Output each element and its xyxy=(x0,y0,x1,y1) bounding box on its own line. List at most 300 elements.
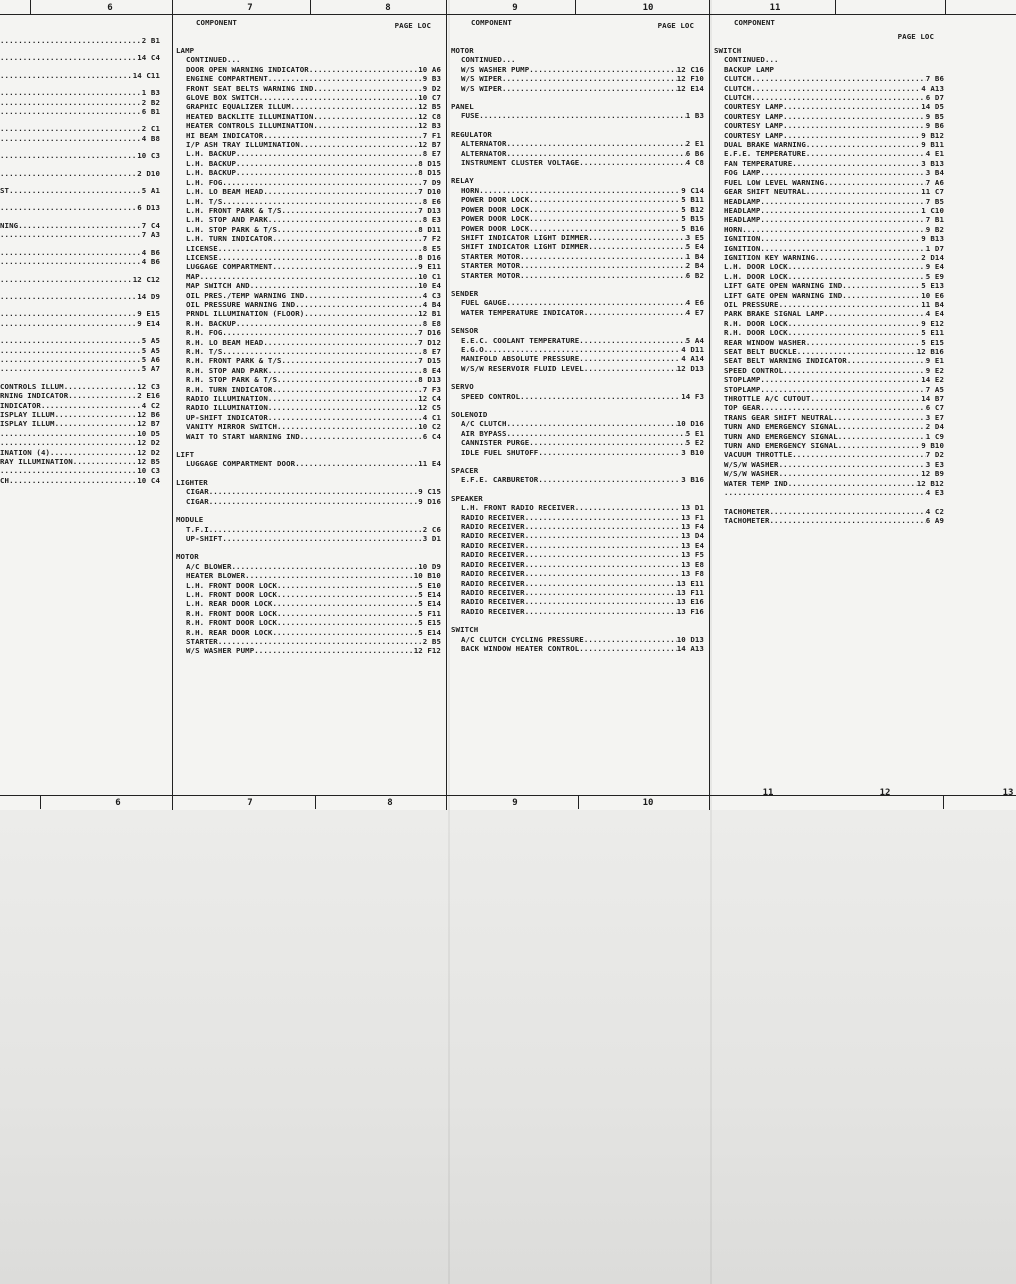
index-row xyxy=(451,111,704,120)
page-location: 5 B12 xyxy=(681,204,704,214)
page-location: 7 B6 xyxy=(925,74,944,84)
component-name: L.H. DOOR LOCK xyxy=(724,271,788,281)
page-location: 3 B16 xyxy=(681,475,704,485)
leader-dots xyxy=(760,234,921,243)
index-row xyxy=(176,140,441,149)
index-row xyxy=(451,541,704,550)
column-rule xyxy=(172,0,173,810)
index-row xyxy=(0,186,160,195)
index-row xyxy=(714,140,944,149)
grid-number: 10 xyxy=(642,3,654,13)
page-location: 13 F5 xyxy=(681,550,704,560)
page-location: 9 B2 xyxy=(925,224,944,234)
index-row xyxy=(176,291,441,300)
leader-dots xyxy=(538,448,681,457)
index-row xyxy=(714,394,944,403)
page-location: 12 B9 xyxy=(921,469,944,479)
leader-dots xyxy=(529,224,681,233)
index-row xyxy=(0,257,160,266)
component-name: UP-SHIFT INDICATOR xyxy=(186,412,268,422)
component-name: L.H. FRONT PARK & T/S xyxy=(186,205,282,215)
grid-tick xyxy=(40,795,41,809)
index-row xyxy=(714,159,944,168)
page-location: 2 E1 xyxy=(685,139,704,149)
index-row xyxy=(176,590,441,599)
component-name: W/S WASHER PUMP xyxy=(186,646,255,656)
index-row xyxy=(176,618,441,627)
component-name: IDLE FUEL SHUTOFF xyxy=(461,447,539,457)
leader-dots xyxy=(277,618,418,627)
page-location: 12 D2 xyxy=(137,447,160,457)
index-row xyxy=(714,441,944,450)
index-row xyxy=(714,102,944,111)
page-location: 9 D16 xyxy=(418,496,441,506)
index-row xyxy=(451,419,704,428)
page-location: 5 E14 xyxy=(418,589,441,599)
leader-dots xyxy=(525,513,682,522)
component-name: W/S WIPER xyxy=(461,83,502,93)
page-location: 4 B6 xyxy=(141,247,160,257)
component-name: R.H. STOP PARK & T/S xyxy=(186,375,277,385)
leader-dots xyxy=(792,450,926,459)
leader-dots xyxy=(788,262,926,271)
index-row xyxy=(714,516,944,525)
page-location: 13 E11 xyxy=(676,578,704,588)
index-row xyxy=(714,319,944,328)
group-title: SWITCH xyxy=(451,625,479,635)
leader-dots xyxy=(579,354,681,363)
leader-dots xyxy=(222,328,418,337)
page-location: 9 E11 xyxy=(418,262,441,272)
leader-dots xyxy=(760,168,925,177)
component-name: HEATED BACKLITE ILLUMINATION xyxy=(186,111,314,121)
page-location: 5 E14 xyxy=(418,599,441,609)
index-row xyxy=(176,159,441,168)
page-location: 5 E1 xyxy=(685,428,704,438)
component-name: BACK WINDOW HEATER CONTROL xyxy=(461,643,580,653)
column-header xyxy=(714,18,944,46)
page-location: 4 A14 xyxy=(681,354,704,364)
component-group xyxy=(451,326,704,373)
leader-dots xyxy=(525,531,682,540)
index-row xyxy=(176,394,441,403)
spacer xyxy=(0,116,160,124)
index-row xyxy=(714,178,944,187)
index-row xyxy=(714,281,944,290)
leader-dots xyxy=(783,131,921,140)
index-row xyxy=(714,403,944,412)
grid-number: 11 xyxy=(762,788,774,798)
grid-number: 8 xyxy=(385,3,391,13)
index-row xyxy=(0,275,160,284)
index-row xyxy=(0,319,160,328)
leader-dots xyxy=(0,257,142,266)
index-row xyxy=(176,272,441,281)
leader-dots xyxy=(0,71,133,80)
component-name: MANIFOLD ABSOLUTE PRESSURE xyxy=(461,354,580,364)
index-row xyxy=(714,197,944,206)
leader-dots xyxy=(18,221,142,230)
leader-dots xyxy=(277,225,418,234)
leader-dots xyxy=(9,186,142,195)
index-row xyxy=(0,203,160,212)
leader-dots xyxy=(0,134,142,143)
spacer xyxy=(0,328,160,336)
index-row xyxy=(451,364,704,373)
page-location: 7 D16 xyxy=(418,328,441,338)
index-row xyxy=(451,550,704,559)
component-name: RADIO RECEIVER xyxy=(461,606,525,616)
leader-dots xyxy=(222,197,422,206)
component-group xyxy=(451,176,704,279)
page-location: 6 D7 xyxy=(925,93,944,103)
leader-dots xyxy=(788,272,926,281)
component-name: COURTESY LAMP xyxy=(724,130,784,140)
leader-dots xyxy=(0,169,137,178)
component-name: L.H. REAR DOOR LOCK xyxy=(186,599,273,609)
leader-dots xyxy=(525,560,682,569)
component-group xyxy=(176,478,441,506)
leader-dots xyxy=(218,253,418,262)
page-location: 6 A9 xyxy=(925,515,944,525)
index-row xyxy=(451,588,704,597)
header-page-loc: PAGE LOC xyxy=(657,21,694,30)
component-group xyxy=(451,289,704,317)
page-location: 9 B5 xyxy=(925,111,944,121)
index-row xyxy=(176,244,441,253)
component-name: L.H. DOOR LOCK xyxy=(724,262,788,272)
leader-dots xyxy=(584,308,686,317)
component-name: CLUTCH xyxy=(724,74,752,84)
leader-dots xyxy=(300,140,419,149)
index-row xyxy=(0,230,160,239)
component-name: TURN AND EMERGENCY SIGNAL xyxy=(724,441,838,451)
page-location: 5 E2 xyxy=(685,438,704,448)
index-row xyxy=(451,513,704,522)
component-name: L.H. BACKUP xyxy=(186,168,237,178)
page-location: 4 E7 xyxy=(685,307,704,317)
leader-dots xyxy=(282,206,419,215)
leader-dots xyxy=(0,336,142,345)
index-row xyxy=(176,599,441,608)
page-location: 14 D5 xyxy=(921,102,944,112)
component-name: R.H. STOP AND PARK xyxy=(186,365,268,375)
component-name: SHIFT INDICATOR LIGHT DIMMER xyxy=(461,232,589,242)
component-name: HEADLAMP xyxy=(724,196,761,206)
page-location: 3 E3 xyxy=(925,459,944,469)
page-location: 11 E4 xyxy=(418,459,441,469)
leader-dots xyxy=(525,607,677,616)
leader-dots xyxy=(64,382,138,391)
component-name: RADIO RECEIVER xyxy=(461,587,525,597)
page-location: 9 E2 xyxy=(925,365,944,375)
leader-dots xyxy=(507,419,677,428)
index-row xyxy=(451,242,704,251)
page-location: 3 B4 xyxy=(925,168,944,178)
leader-dots xyxy=(760,197,925,206)
index-row xyxy=(176,497,441,506)
group-title: SENSOR xyxy=(451,326,479,336)
index-row xyxy=(0,53,160,62)
index-row xyxy=(714,93,944,102)
component-name: POWER DOOR LOCK xyxy=(461,223,530,233)
leader-dots xyxy=(479,111,686,120)
component-name: FAN TEMPERATURE xyxy=(724,158,793,168)
component-name: HORN xyxy=(461,185,480,195)
component-name: STOPLAMP xyxy=(724,384,761,394)
component-name: VANITY MIRROR SWITCH xyxy=(186,422,277,432)
leader-dots xyxy=(0,203,137,212)
grid-number: 11 xyxy=(769,3,781,13)
index-row xyxy=(176,459,441,468)
index-row xyxy=(714,131,944,140)
leader-dots xyxy=(277,375,418,384)
leader-dots xyxy=(277,581,418,590)
component-name: POWER DOOR LOCK xyxy=(461,204,530,214)
component-name: INSTRUMENT CLUSTER VOLTAGE xyxy=(461,158,580,168)
index-row xyxy=(0,429,160,438)
page-location: 3 D1 xyxy=(422,533,441,543)
page-location: 3 E5 xyxy=(685,232,704,242)
component-name: SEAT BELT WARNING INDICATOR xyxy=(724,356,847,366)
leader-dots xyxy=(0,53,137,62)
component-name: R.H. T/S xyxy=(186,347,223,356)
page-location: 2 B5 xyxy=(422,636,441,646)
component-name: W/S/W WASHER xyxy=(724,459,779,469)
index-row xyxy=(176,84,441,93)
leader-dots xyxy=(272,599,418,608)
leader-dots xyxy=(300,432,423,441)
leader-dots xyxy=(304,291,423,300)
component-name: ISPLAY ILLUM xyxy=(0,419,55,429)
page-location: 1 C10 xyxy=(921,205,944,215)
leader-dots xyxy=(783,121,926,130)
component-name: LIFT GATE OPEN WARNING IND xyxy=(724,290,843,300)
component-name: E.G.O xyxy=(461,344,484,354)
group-title: SOLENOID xyxy=(451,410,488,419)
index-row xyxy=(176,422,441,431)
page-location: 9 B10 xyxy=(921,441,944,451)
component-name: UP-SHIFT xyxy=(186,533,223,543)
index-row xyxy=(0,221,160,230)
group-title: MOTOR xyxy=(451,46,474,55)
page-location: 13 E16 xyxy=(676,597,704,607)
index-row xyxy=(0,88,160,97)
page-location: 14 D9 xyxy=(137,291,160,301)
index-row xyxy=(176,121,441,130)
leader-dots xyxy=(55,419,138,428)
leader-dots xyxy=(41,401,142,410)
index-row xyxy=(176,646,441,655)
index-row xyxy=(451,158,704,167)
page-location: 12 F10 xyxy=(676,74,704,84)
index-row xyxy=(451,84,704,93)
component-group xyxy=(176,450,441,469)
spacer xyxy=(0,213,160,221)
leader-dots xyxy=(272,385,422,394)
index-row xyxy=(176,281,441,290)
component-name: R.H. FRONT DOOR LOCK xyxy=(186,608,277,618)
component-name: R.H. FRONT DOOR LOCK xyxy=(186,618,277,628)
leader-dots xyxy=(838,422,926,431)
page-location: 4 C1 xyxy=(422,412,441,422)
index-row xyxy=(176,197,441,206)
leader-dots xyxy=(259,93,418,102)
page-location: 5 A5 xyxy=(141,345,160,355)
spacer xyxy=(0,240,160,248)
page-location: 5 B11 xyxy=(681,195,704,205)
component-group xyxy=(714,46,944,498)
component-name: L.H. BACKUP xyxy=(186,149,237,159)
component-name: RADIO RECEIVER xyxy=(461,597,525,607)
component-name: ALTERNATOR xyxy=(461,139,507,149)
leader-dots xyxy=(584,364,677,373)
index-row xyxy=(0,292,160,301)
index-row xyxy=(176,487,441,496)
leader-dots xyxy=(760,206,921,215)
component-name: PRNDL ILLUMINATION (FLOOR) xyxy=(186,309,305,319)
leader-dots xyxy=(525,522,682,531)
leader-dots xyxy=(50,448,137,457)
component-name: DUAL BRAKE WARNING xyxy=(724,140,806,150)
leader-dots xyxy=(842,281,921,290)
page-location: 12 B6 xyxy=(137,409,160,419)
page-location: 5 E15 xyxy=(921,337,944,347)
leader-dots xyxy=(268,74,423,83)
index-row xyxy=(451,224,704,233)
leader-dots xyxy=(277,422,418,431)
index-row xyxy=(0,346,160,355)
page-location: 4 E3 xyxy=(925,488,944,498)
page-location: 5 B16 xyxy=(681,223,704,233)
spacer xyxy=(0,267,160,275)
index-row xyxy=(176,338,441,347)
index-row xyxy=(714,347,944,356)
index-row xyxy=(714,206,944,215)
leader-dots xyxy=(0,230,142,239)
index-row xyxy=(0,410,160,419)
page-location: 12 C12 xyxy=(132,274,160,284)
index-row xyxy=(0,438,160,447)
leader-dots xyxy=(525,579,677,588)
page-location: 7 A3 xyxy=(141,230,160,240)
component-name: R.H. DOOR LOCK xyxy=(724,328,788,338)
leader-dots xyxy=(0,36,142,45)
index-row xyxy=(451,503,704,512)
grid-number: 7 xyxy=(247,3,253,13)
leader-dots xyxy=(200,272,419,281)
page-location: 8 D15 xyxy=(418,168,441,178)
index-row xyxy=(714,300,944,309)
component-name: NING xyxy=(0,220,19,230)
page-location: 5 A4 xyxy=(685,335,704,345)
group-title: LIGHTER xyxy=(176,477,208,487)
page-location: 12 B16 xyxy=(916,347,944,356)
component-name: MAP xyxy=(186,271,200,281)
grid-tick xyxy=(835,0,836,14)
index-row xyxy=(0,248,160,257)
page-location: 12 C3 xyxy=(137,381,160,391)
component-name: R.H. FRONT PARK & T/S xyxy=(186,356,282,366)
index-row xyxy=(714,488,944,497)
index-row xyxy=(176,65,441,74)
index-row xyxy=(176,187,441,196)
leader-dots xyxy=(788,479,917,488)
page-location: 4 C3 xyxy=(422,290,441,300)
component-name: FUSE xyxy=(461,111,480,121)
leader-dots xyxy=(0,98,142,107)
index-row xyxy=(176,637,441,646)
page-location: 9 B3 xyxy=(422,74,441,84)
component-name: GEAR SHIFT NEUTRAL xyxy=(724,187,806,197)
component-name: RADIO RECEIVER xyxy=(461,512,525,522)
page-location: 13 D4 xyxy=(681,531,704,541)
component-name: A/C BLOWER xyxy=(186,561,232,571)
page-location: 9 E1 xyxy=(925,356,944,366)
index-row xyxy=(714,168,944,177)
component-name: R.H. TURN INDICATOR xyxy=(186,384,273,394)
component-name: IGNITION xyxy=(724,243,761,253)
leader-dots xyxy=(529,205,681,214)
component-name: POWER DOOR LOCK xyxy=(461,214,530,224)
page-location: 10 C2 xyxy=(418,422,441,432)
leader-dots xyxy=(313,112,418,121)
index-row xyxy=(176,375,441,384)
index-column-switch-tach xyxy=(714,18,944,534)
component-name: LIFT GATE OPEN WARNING IND xyxy=(724,281,843,291)
page-location: 9 B13 xyxy=(921,234,944,244)
paper-fold xyxy=(448,0,450,1284)
component-name: SHIFT INDICATOR LIGHT DIMMER xyxy=(461,242,589,252)
group-title: SWITCH xyxy=(714,46,742,55)
page-location: 8 E3 xyxy=(422,215,441,225)
index-row xyxy=(451,635,704,644)
leader-dots xyxy=(806,140,921,149)
component-name: CH xyxy=(0,475,10,485)
index-row xyxy=(714,291,944,300)
index-row xyxy=(0,336,160,345)
page-location: 2 B1 xyxy=(141,36,160,45)
leader-dots xyxy=(272,234,422,243)
index-row xyxy=(451,579,704,588)
component-name: L.H. STOP PARK & T/S xyxy=(186,224,277,234)
page-location: 12 B12 xyxy=(916,478,944,488)
leader-dots xyxy=(520,392,681,401)
leader-dots xyxy=(209,487,419,496)
component-name: L.H. FRONT DOOR LOCK xyxy=(186,580,277,590)
leader-dots xyxy=(760,244,925,253)
leader-dots xyxy=(0,319,137,328)
index-row xyxy=(714,112,944,121)
index-row xyxy=(714,253,944,262)
component-name: HEATER CONTROLS ILLUMINATION xyxy=(186,121,314,131)
spacer xyxy=(0,178,160,186)
component-name: E.E.C. COOLANT TEMPERATURE xyxy=(461,335,580,345)
grid-number: 10 xyxy=(642,798,654,808)
index-row xyxy=(714,225,944,234)
page-location: 8 E7 xyxy=(422,347,441,356)
index-row xyxy=(176,562,441,571)
leader-dots xyxy=(525,597,677,606)
leader-dots xyxy=(529,195,681,204)
index-row xyxy=(451,607,704,616)
index-column-lamp-motor xyxy=(176,18,441,665)
page-location: 13 F8 xyxy=(681,569,704,579)
component-name: L.H. LO BEAM HEAD xyxy=(186,187,264,197)
component-group xyxy=(451,494,704,616)
component-name: CONTINUED... xyxy=(461,55,516,65)
component-name: FUEL LOW LEVEL WARNING xyxy=(724,177,825,187)
